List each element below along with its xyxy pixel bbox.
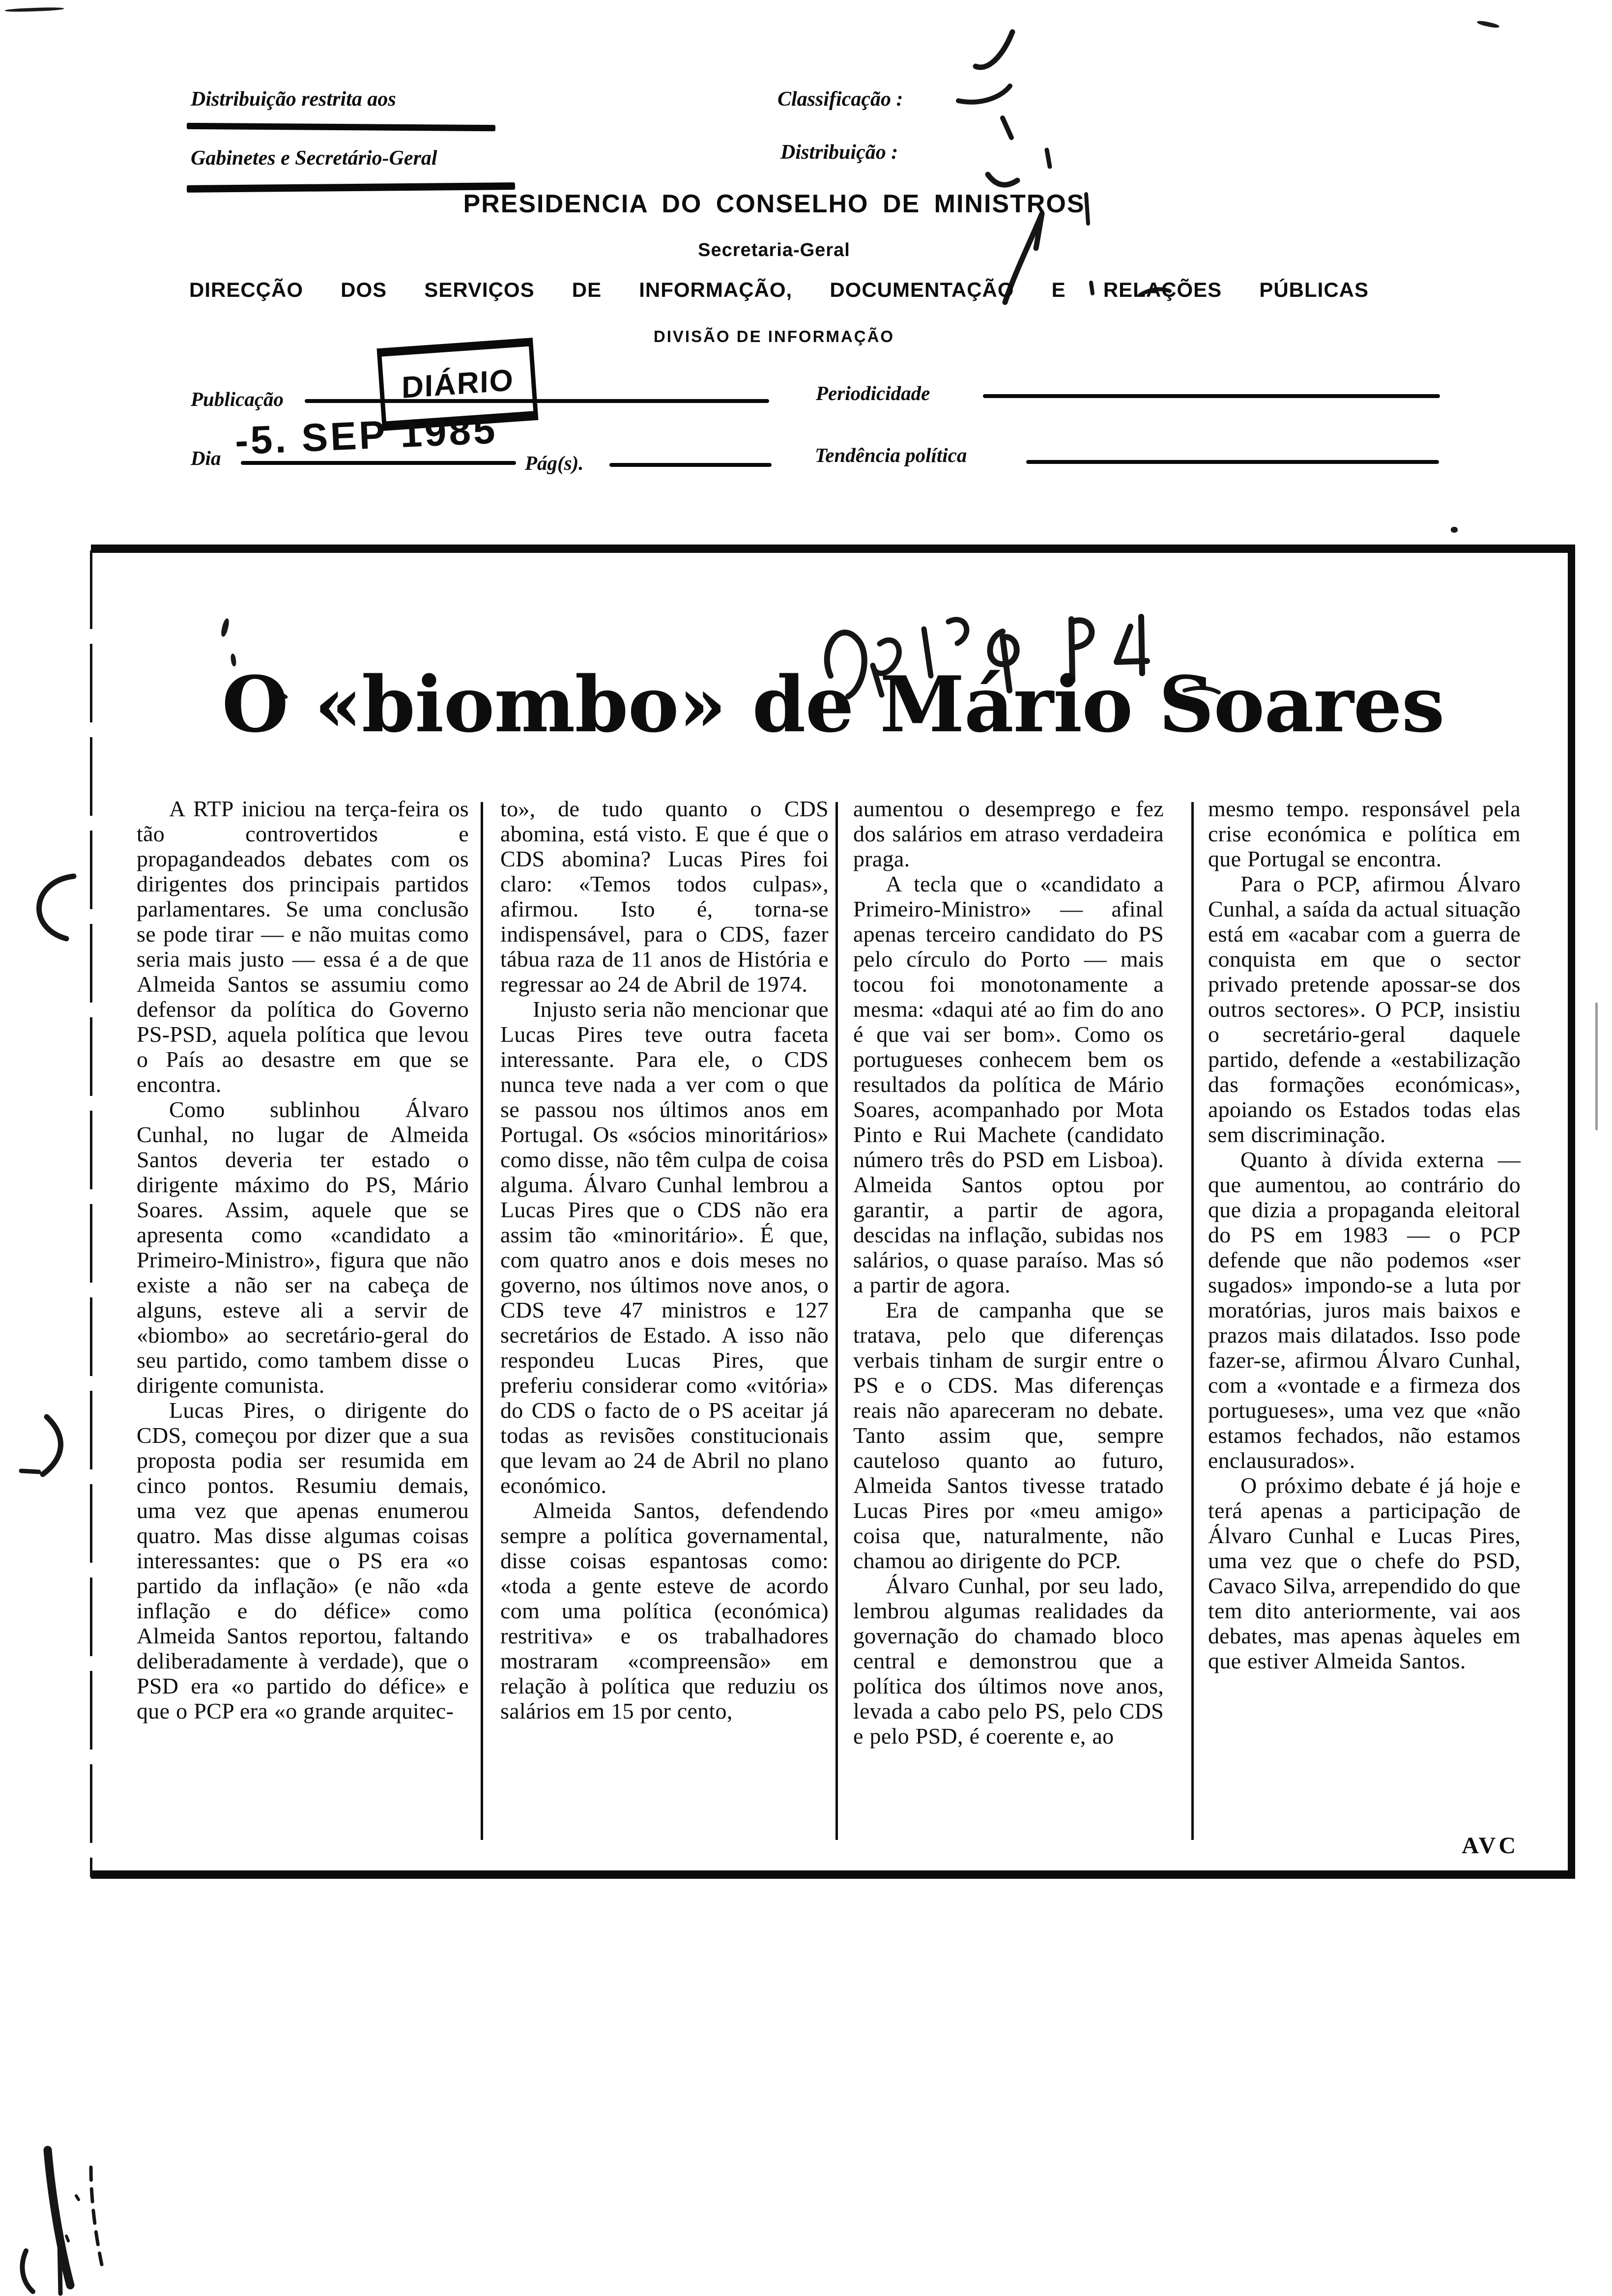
- margin-mark-paren: [12, 1408, 86, 1482]
- pages-label: Pág(s).: [525, 452, 584, 474]
- article-headline: O «biombo» de Mário Soares: [222, 660, 1444, 749]
- column-separator: [835, 802, 838, 1840]
- ink-speck: [1451, 527, 1458, 533]
- restricted-distribution-line1: Distribuição restrita aos: [191, 88, 396, 111]
- tendency-field-line: [1026, 460, 1439, 464]
- column-separator: [1191, 802, 1194, 1840]
- article-column-4: [1208, 796, 1521, 1673]
- diario-stamp-text: DIÁRIO: [401, 363, 514, 405]
- org-division: DIVISÃO DE INFORMAÇÃO: [653, 327, 895, 345]
- article-paragraph: aumentou o desemprego e fez dos salários em atraso verdadeira praga.: [853, 796, 1164, 871]
- column-separator: [481, 802, 483, 1840]
- article-column-1: [137, 796, 469, 1723]
- article-paragraph: Injusto seria não mencionar que Lucas Pires teve outra faceta interessante. Para ele, o CDS nunca teve nada a ver com o que se passou nos últimos anos em Portugal. Os «sócios minoritários» como disse, não têm culpa de coisa alguma. Álvaro Cunhal lembrou a Lucas Pires que o CDS não era assim tão «minoritário». É que, com quatro anos e dois meses no governo, nos últimos nove anos, o CDS teve 47 ministros e 127 secretários de Estado. A isso não respondeu Lucas Pires, que preferiu considerar como «vitória» do CDS o facto de o PS aceitar já todas as revisões constitucionais que levam ao 24 de Abril no plano económico.: [500, 997, 829, 1498]
- org-title: PRESIDENCIA DO CONSELHO DE MINISTROS: [463, 190, 1085, 218]
- article-paragraph: Lucas Pires, o dirigente do CDS, começou por dizer que a sua proposta podia ser resumida em cinco pontos. Resumiu demais, uma vez que apenas enumerou quatro. Mas disse algumas coisas interessantes: que o PS era «o partido da inflação» (e não «da inflação e do défice» como Almeida Santos reportou, faltando deliberadamente à verdade), que o PSD era «o partido do défice» e que o PCP era «o grande arquitec-: [137, 1398, 469, 1723]
- article-column-2: [500, 796, 829, 1723]
- ink-speck: [1477, 20, 1500, 29]
- article-paragraph: Para o PCP, afirmou Álvaro Cunhal, a saída da actual situação está em «acabar com a guerra de conquista em que o sector privado pretende apossar-se dos outros sectores». O PCP, insistiu o secretário-geral daquele partido, defende a «estabilização das formações económicas», apoiando os Estados todas elas sem discriminação.: [1208, 871, 1521, 1147]
- ink-speck: [5, 7, 64, 12]
- pages-field-line: [609, 463, 772, 467]
- classification-label: Classificação :: [777, 88, 903, 111]
- article-paragraph: mesmo tempo. responsável pela crise económica e política em que Portugal se encontra.: [1208, 796, 1521, 871]
- page-edge-marks: [1595, 1003, 1598, 1130]
- publication-label: Publicação: [191, 388, 284, 410]
- article-paragraph: A RTP iniciou na terça-feira os tão controvertidos e propagandeados debates com os dirigentes dos principais partidos parlamentares. Se uma conclusão se pode tirar — e não muitas como seria mais justo — essa é a de que Almeida Santos se assumiu como defensor da política do Governo PS-PSD, aquela política que levou o País ao desastre em que se encontra.: [137, 796, 469, 1097]
- article-paragraph: to», de tudo quanto o CDS abomina, está visto. E que é que o CDS abomina? Lucas Pires foi claro: «Temos todos culpas», afirmou. Isto é, torna-se indispensável, para o CDS, fazer tábua raza de 11 anos de História e regressar ao 24 de Abril de 1974.: [500, 796, 829, 997]
- day-label: Dia: [191, 447, 221, 469]
- day-field-line: [241, 461, 516, 465]
- org-department: DIRECÇÃO DOS SERVIÇOS DE INFORMAÇÃO, DOCUMENTAÇÃO E RELAÇÕES PÚBLICAS: [189, 278, 1369, 301]
- bottom-corner-marks: [12, 2234, 91, 2296]
- article-paragraph: A tecla que o «candidato a Primeiro-Ministro» — afinal apenas terceiro candidato do PS pelo círculo do Porto — mais tocou foi monotonamente a mesma: «daqui até ao fim do ano é que vai ser bom». Como os portugueses conhecem bem os resultados da política de Mário Soares, acompanhado por Mota Pinto e Rui Machete (candidato número três do PSD em Lisboa). Almeida Santos optou por garantir, a partir de agora, descidas na inflação, subidas nos salários, o quase paraíso. Mas só a partir de agora.: [853, 871, 1164, 1297]
- article-paragraph: Almeida Santos, defendendo sempre a política governamental, disse coisas espantosas como: «toda a gente esteve de acordo com uma política (económica) restritiva» e os trabalhadores mostraram «compreensão» em relação à política que reduziu os salários em 15 por cento,: [500, 1498, 829, 1723]
- periodicity-label: Periodicidade: [816, 382, 930, 404]
- publication-field-line: [305, 399, 769, 403]
- article-left-rule: [90, 550, 92, 1877]
- restricted-distribution-line2: Gabinetes e Secretário-Geral: [191, 147, 437, 170]
- article-paragraph: Álvaro Cunhal, por seu lado, lembrou algumas realidades da governação do chamado bloco central e demonstrou que a política dos últimos nove anos, levada a cabo pelo PS, pelo CDS e pelo PSD, é coerente e, ao: [853, 1573, 1164, 1749]
- date-stamp: -5. SEP 1985: [234, 407, 499, 463]
- org-subtitle: Secretaria-Geral: [698, 240, 850, 260]
- article-paragraph: Era de campanha que se tratava, pelo que diferenças verbais tinham de surgir entre o PS e o CDS. Mas diferenças reais não apareceram no debate. Tanto assim que, sempre cauteloso quanto ao futuro, Almeida Santos tivesse tratado Lucas Pires por «meu amigo» coisa que, naturalmente, não chamou ao dirigente do PCP.: [853, 1297, 1164, 1573]
- handwritten-classification-marks: [929, 27, 1224, 312]
- distribution-label: Distribuição :: [780, 141, 898, 164]
- tendency-label: Tendência política: [815, 444, 967, 466]
- article-paragraph: Quanto à dívida externa — que aumentou, ao contrário do que dizia a propaganda eleitoral do PS em 1983 — o PCP defende que não podemos «ser sugados» impondo-se a luta por moratórias, juros mais baixos e prazos mais dilatados. Isso pode fazer-se, afirmou Álvaro Cunhal, com a «vontade e a firmeza dos portugueses», uma vez que «não estamos fechados, não estamos enclausurados».: [1208, 1147, 1521, 1473]
- article-column-3: [853, 796, 1164, 1749]
- article-byline: AVC: [1462, 1833, 1519, 1859]
- article-paragraph: Como sublinhou Álvaro Cunhal, no lugar de Almeida Santos deveria ter estado o dirigente máximo do PS, Mário Soares. Assim, aquele que se apresenta como «candidato a Primeiro-Ministro», figura que não existe a não ser na cabeça de alguns, esteve ali a servir de «biombo» ao secretário-geral do seu partido, como tambem disse o dirigente comunista.: [137, 1097, 469, 1398]
- underline-bar: [187, 123, 495, 131]
- periodicity-field-line: [983, 394, 1440, 398]
- article-paragraph: O próximo debate é já hoje e terá apenas a participação de Álvaro Cunhal e Lucas Pires, uma vez que o chefe do PSD, Cavaco Silva, arrependido do que tem dito anteriormente, vai aos debates, mas apenas àqueles em que estiver Almeida Santos.: [1208, 1473, 1521, 1673]
- margin-mark-c: [17, 862, 86, 951]
